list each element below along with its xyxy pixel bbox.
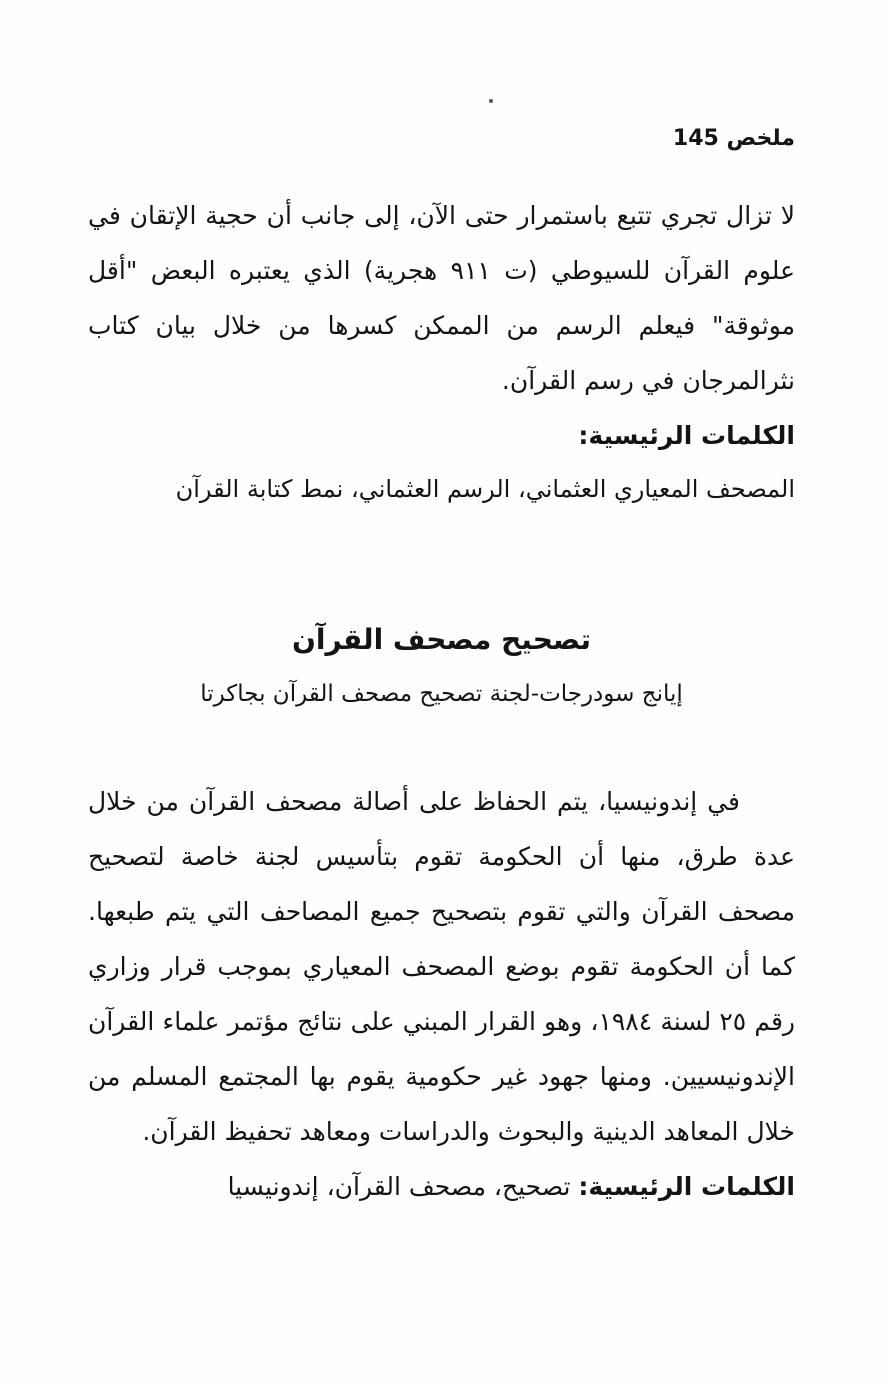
author-byline: إيانج سودرجات-لجنة تصحيح مصحف القرآن بجاكرتا <box>200 681 683 708</box>
abstract-1-keywords-heading: الكلمات الرئيسية: <box>578 421 795 451</box>
abstract-1-body: لا تزال تجري تتبع باستمرار حتى الآن، إلى جانب أن حجية الإتقان في علوم القرآن للسيوطي (ت ٩١١ هجرية) الذي يعتبره البعض "أقل موثوقة" فيعلم الرسم من الممكن كسرها من خلال بيان كتاب نثرالمرجان في رسم القرآن. <box>88 201 795 396</box>
abstract-2-body: في إندونيسيا، يتم الحفاظ على أصالة مصحف القرآن من خلال عدة طرق، منها أن الحكومة تقوم بتأسيس لجنة خاصة لتصحيح مصحف القرآن والتي تقوم بتصحيح جميع المصاحف التي يتم طبعها. كما أن الحكومة تقوم بوضع المصحف المعياري بموجب قرار وزاري رقم ٢٥ لسنة ١٩٨٤، وهو القرار المبني على نتائج مؤتمر علماء القرآن الإندونيسيين. ومنها جهود غير حكومية يقوم بها المجتمع المسلم من خلال المعاهد الدينية والبحوث والدراسات ومعاهد تحفيظ القرآن. <box>88 786 795 1146</box>
page-header <box>88 126 795 152</box>
abstract-1-keywords: المصحف المعياري العثماني، الرسم العثماني، نمط كتابة القرآن <box>175 475 795 504</box>
abstract-2-keywords-label: الكلمات الرئيسية: <box>578 1171 795 1201</box>
article-title: تصحيح مصحف القرآن <box>291 623 592 657</box>
abstract-2-keywords-text: تصحيح، مصحف القرآن، إندونيسيا <box>227 1171 571 1201</box>
scan-artifact-dot <box>489 99 493 103</box>
abstract-2-keywords-line <box>88 1159 795 1214</box>
page-number-and-section-label: ملخص 145 <box>672 126 795 151</box>
